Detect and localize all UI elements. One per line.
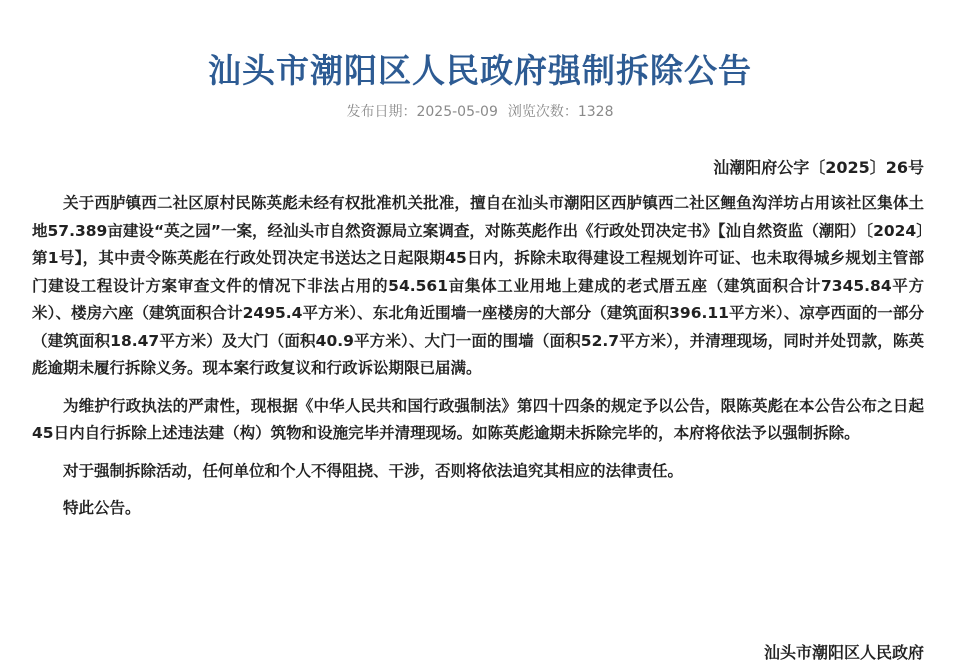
notice-body [32,190,924,533]
issuer-signature: 汕头市潮阳区人民政府 [763,643,924,662]
publish-meta [0,101,960,123]
paragraph-3: 对于强制拆除活动，任何单位和个人不得阻挠、干涉，否则将依法追究其相应的法律责任。 [63,461,684,480]
publish-date-label: 发布日期： [346,104,417,120]
paragraph-2: 为维护行政执法的严肃性，现根据《中华人民共和国行政强制法》第四十四条的规定予以公告，限陈英彪在本公告公布之日起45日内自行拆除上述违法建（构）筑物和设施完毕并清理现场。如陈英彪逾期未拆除完毕的，本府将依法予以强制拆除。 [32,396,924,442]
paragraph-1: 关于西胪镇西二社区原村民陈英彪未经有权批准机关批准，擅自在汕头市潮阳区西胪镇西二社区鲤鱼沟洋坊占用该社区集体土地57.389亩建设“英之园”一案，经汕头市自然资源局立案调查，对陈英彪作出《行政处罚决定书》【汕自然资监（潮阳）〔2024〕第1号】，其中责令陈英彪在行政处罚决定书送达之日起限期45日内，拆除未取得建设工程规划许可证、也未取得城乡规划主管部门建设工程设计方案审查文件的情况下非法占用的54.561亩集体工业用地上建成的老式厝五座（建筑面积合计7345.84平方米）、楼房六座（建筑面积合计2495.4平方米）、东北角近围墙一座楼房的大部分（建筑面积396.11平方米）、凉亭西面的一部分（建筑面积18.47平方米）及大门（面积40.9平方米）、大门一面的围墙（面积52.7平方米），并清理现场，同时并处罚款，陈英彪逾期未履行拆除义务。现本案行政复议和行政诉讼期限已届满。 [32,194,924,377]
publish-date: 2025-05-09 [416,104,498,120]
page-title: 汕头市潮阳区人民政府强制拆除公告 [208,51,752,91]
views-count: 1328 [577,104,614,120]
paragraph-4: 特此公告。 [63,499,141,517]
views-label: 浏览次数： [507,104,578,120]
document-number: 汕潮阳府公字〔2025〕26号 [713,158,924,177]
